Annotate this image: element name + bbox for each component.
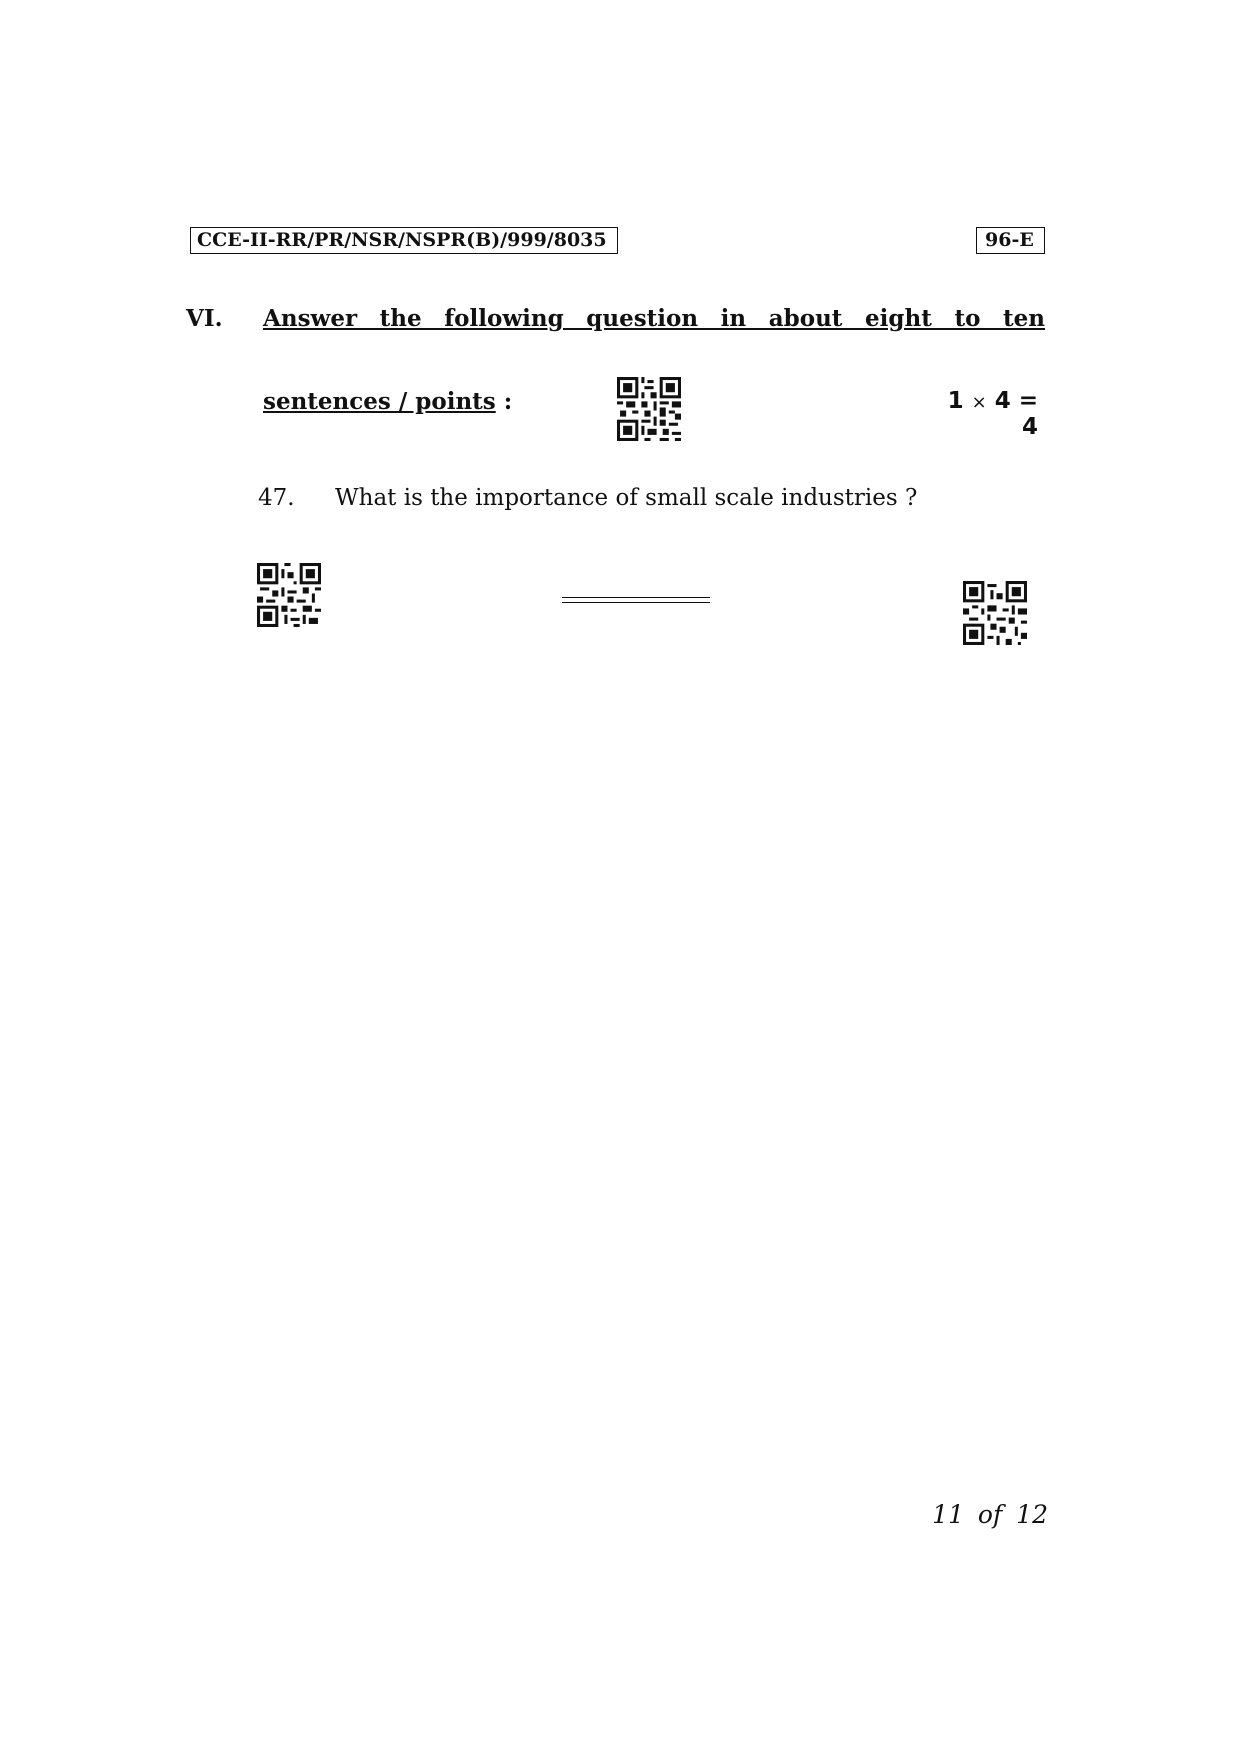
page-number: 11 of 12 xyxy=(932,1500,1048,1529)
qr-code-icon xyxy=(963,581,1027,645)
instruction-colon: : xyxy=(503,388,513,415)
qr-code-icon xyxy=(257,563,321,627)
question-text: What is the importance of small scale industries ? xyxy=(335,485,918,511)
question-number: 47. xyxy=(258,485,295,511)
marks-count: 1 xyxy=(947,388,964,414)
marks-total: 4 = 4 xyxy=(994,388,1038,440)
paper-code: CCE-II-RR/PR/NSR/NSPR(B)/999/8035 xyxy=(197,229,607,251)
section-instruction-line2 xyxy=(263,388,512,415)
end-of-question-double-rule xyxy=(562,597,710,603)
paper-version-box xyxy=(976,227,1045,254)
marks-allocation xyxy=(928,388,1038,440)
paper-version: 96-E xyxy=(985,229,1034,251)
section-instruction-line1: Answer the following question in about eight to ten xyxy=(263,305,1045,332)
multiply-sign: × xyxy=(971,392,987,413)
qr-code-icon xyxy=(617,377,681,441)
paper-code-box xyxy=(190,227,618,254)
section-number: VI. xyxy=(186,305,223,332)
instruction-line2-text: sentences / points xyxy=(263,388,496,415)
